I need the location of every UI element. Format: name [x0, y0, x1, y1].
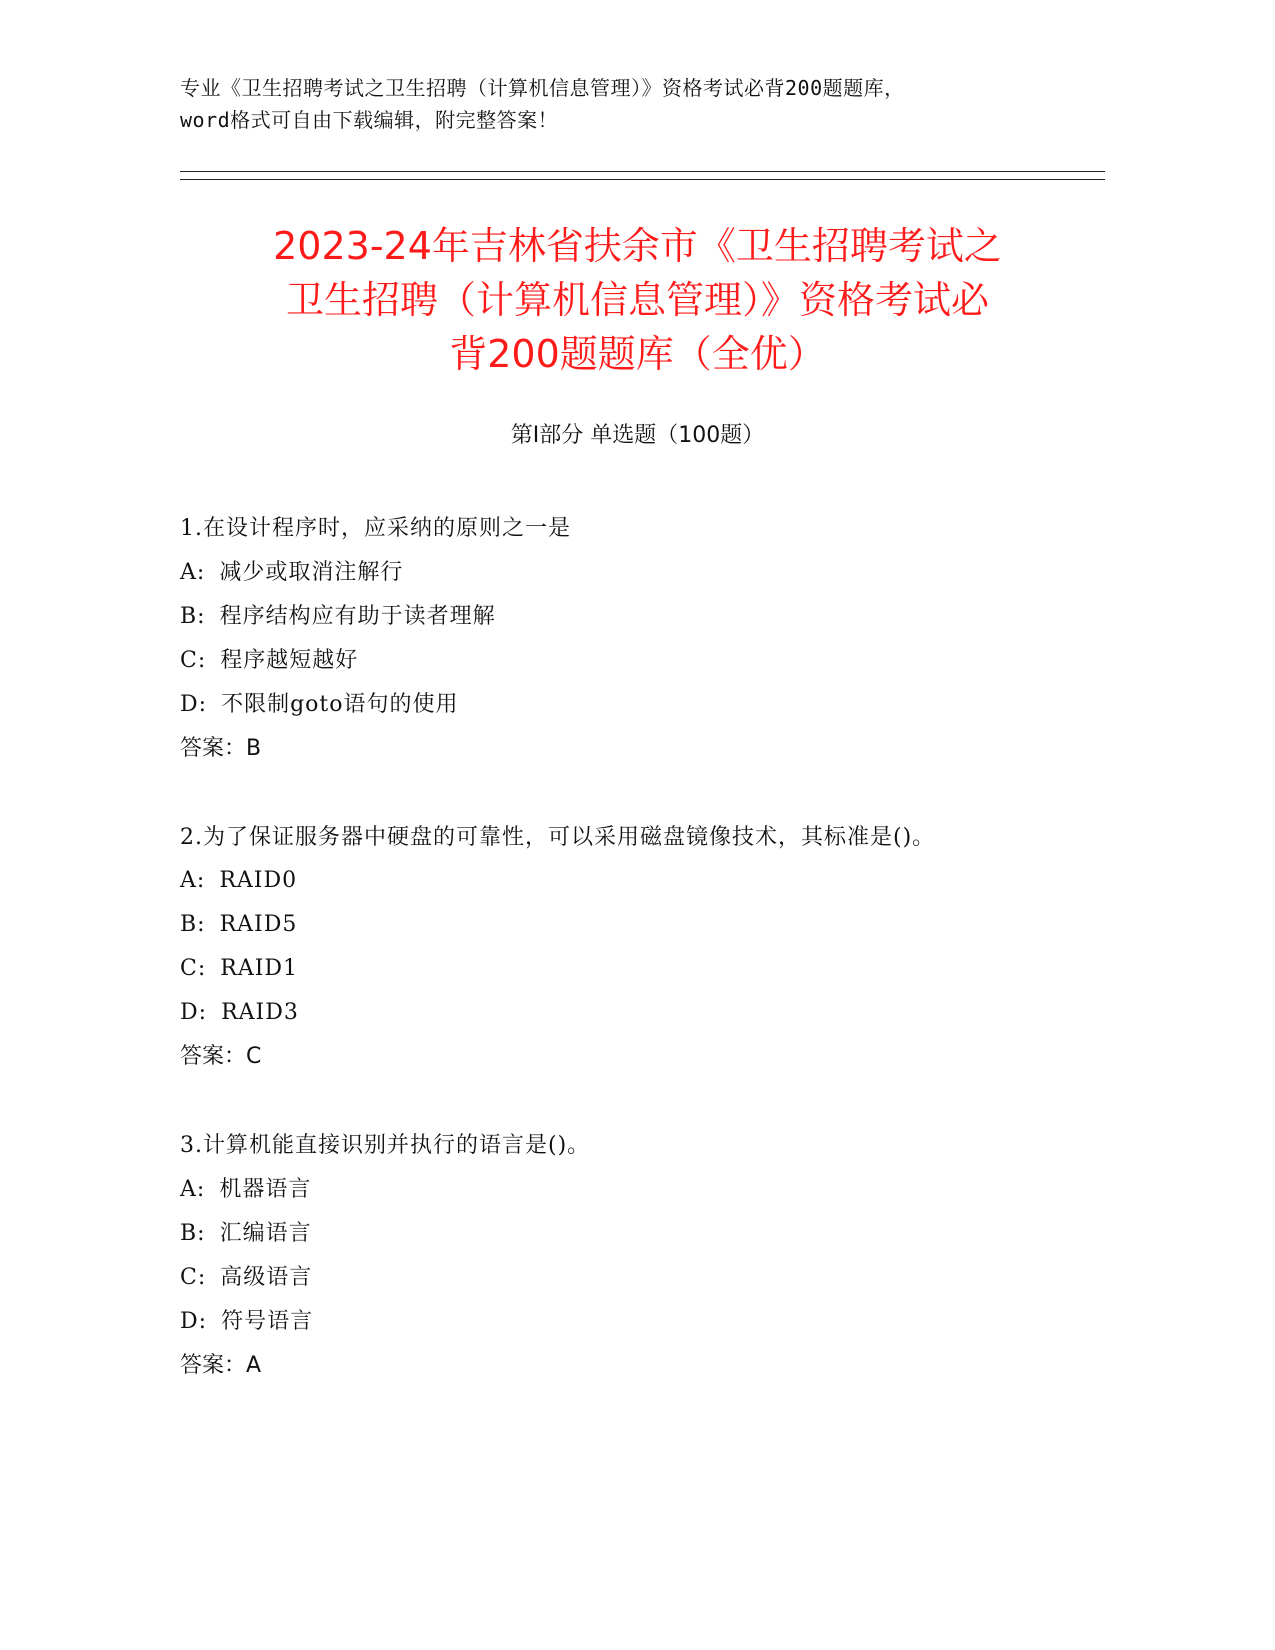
option-label: D:	[180, 692, 208, 717]
question-option	[180, 683, 1040, 727]
question-item	[180, 1124, 1040, 1388]
option-label: A:	[180, 560, 206, 585]
option-label: D:	[180, 1309, 208, 1334]
question-stem: 2.为了保证服务器中硬盘的可靠性，可以采用磁盘镜像技术，其标准是()。	[180, 825, 936, 850]
section-heading: 第Ⅰ部分 单选题（100题）	[510, 423, 765, 448]
option-text: RAID5	[219, 912, 298, 937]
question-option	[180, 947, 1040, 991]
option-text: RAID1	[220, 956, 299, 981]
title-line-2: 卫生招聘（计算机信息管理）》资格考试必	[285, 278, 989, 322]
question-option	[180, 595, 1040, 639]
question-option	[180, 991, 1040, 1035]
question-option	[180, 1300, 1040, 1344]
option-text: RAID3	[221, 1000, 299, 1025]
option-label: A:	[180, 1177, 206, 1202]
question-option	[180, 639, 1040, 683]
option-text: 高级语言	[220, 1265, 313, 1290]
question-answer: 答案：C	[180, 1044, 262, 1069]
question-item	[180, 507, 1040, 771]
question-option	[180, 1168, 1040, 1212]
question-option	[180, 1212, 1040, 1256]
option-text: RAID0	[219, 868, 298, 893]
title-line-1: 2023-24年吉林省扶余市《卫生招聘考试之	[273, 224, 1002, 268]
question-stem: 1.在设计程序时，应采纳的原则之一是	[180, 516, 571, 541]
option-text: 不限制goto语句的使用	[221, 692, 459, 717]
option-label: C:	[180, 648, 207, 673]
question-answer: 答案：B	[180, 736, 262, 761]
question-list	[180, 507, 1040, 1388]
option-text: 符号语言	[221, 1309, 314, 1334]
question-item	[180, 816, 1040, 1079]
question-option	[180, 859, 1040, 903]
option-label: D:	[180, 1000, 208, 1025]
header-line-1: 专业《卫生招聘考试之卫生招聘（计算机信息管理）》资格考试必背200题题库，	[180, 76, 905, 100]
question-option	[180, 551, 1040, 595]
option-label: A:	[180, 868, 206, 893]
question-option	[180, 903, 1040, 947]
header-divider-bottom	[180, 179, 1105, 180]
header-divider-top	[180, 171, 1105, 172]
option-label: C:	[180, 1265, 207, 1290]
question-answer: 答案：A	[180, 1353, 262, 1378]
document-title	[150, 219, 1125, 381]
option-text: 减少或取消注解行	[219, 560, 404, 585]
option-text: 程序结构应有助于读者理解	[219, 604, 496, 629]
option-text: 程序越短越好	[220, 648, 359, 673]
question-stem: 3.计算机能直接识别并执行的语言是()。	[180, 1133, 591, 1158]
option-text: 机器语言	[219, 1177, 312, 1202]
question-option	[180, 1256, 1040, 1300]
option-label: B:	[180, 604, 206, 629]
option-label: B:	[180, 1221, 206, 1246]
header-line-2: word格式可自由下载编辑，附完整答案！	[180, 108, 559, 132]
title-line-3: 背200题题库（全优）	[449, 332, 826, 376]
option-text: 汇编语言	[219, 1221, 312, 1246]
option-label: C:	[180, 956, 207, 981]
document-header-note	[180, 72, 1120, 136]
option-label: B:	[180, 912, 206, 937]
